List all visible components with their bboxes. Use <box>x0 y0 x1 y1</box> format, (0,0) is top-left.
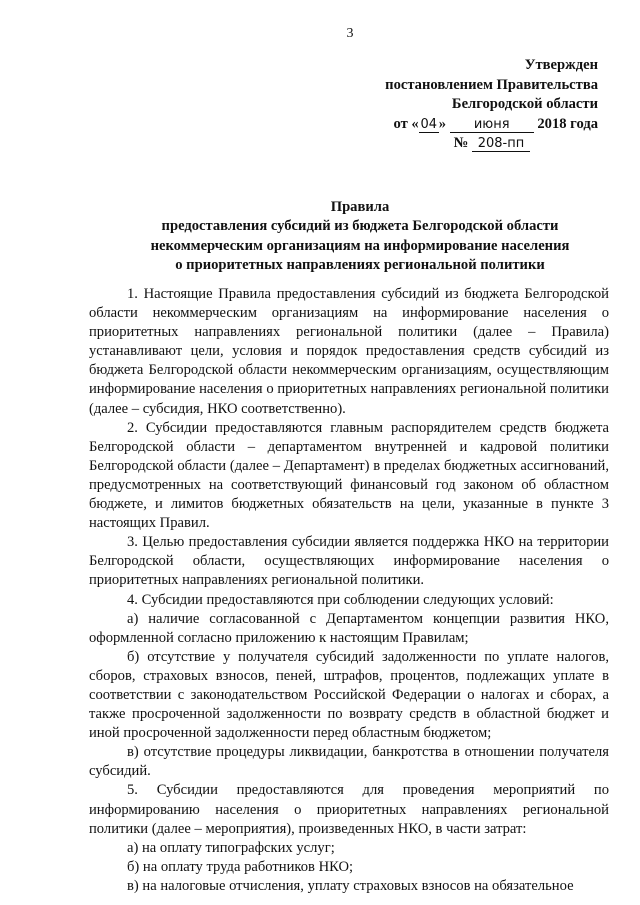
approval-line-3: Белгородской области <box>451 96 598 112</box>
date-month: июня <box>450 118 534 133</box>
paragraph-2: 2. Субсидии предоставляются главным распорядителем средств бюджета Белгородской области – департаментом внутренней и кадровой политики Белгородской области (далее – Департамент) в пределах бюджетных ассигнований, предусмотренных на соответствующий финансовый год законом об областном бюджете, и лимитов бюджетных обязательств на цели, указанные в пункте 3 настоящих Правил. <box>89 419 609 532</box>
title-line-1: Правила <box>330 199 390 215</box>
approval-stamp <box>358 56 598 154</box>
approval-line-1: Утвержден <box>524 57 598 73</box>
approval-date <box>358 115 598 135</box>
paragraph-5: 5. Субсидии предоставляются для проведения мероприятий по информированию населения о приоритетных направлениях региональной политики (далее – мероприятия), произведенных НКО, в части затрат: <box>89 782 609 837</box>
date-year: 2018 года <box>537 115 598 132</box>
document-title <box>90 198 630 276</box>
title-line-3: некоммерческим организациям на информирование населения <box>150 237 570 254</box>
paragraph-4b: б) отсутствие у получателя субсидий задолженности по уплате налогов, сборов, страховых взносов, пеней, штрафов, процентов, подлежащих уплате в соответствии с законодательством Российской Федерации о налогах и сборах, а также просроченной задолженности по возврату средств в областной бюджет и иной просроченной задолженности перед областным бюджетом; <box>89 648 609 742</box>
title-line-4: о приоритетных направлениях региональной политики <box>175 257 545 274</box>
paragraph-4a: а) наличие согласованной с Департаментом концепции развития НКО, оформленной согласно приложению к настоящим Правилам; <box>89 610 609 646</box>
title-line-2: предоставления субсидий из бюджета Белгородской области <box>161 218 559 235</box>
approval-line-2: постановлением Правительства <box>385 76 598 93</box>
paragraph-5b: б) на оплату труда работников НКО; <box>127 858 354 875</box>
paragraph-4c: в) отсутствие процедуры ликвидации, банкротства в отношении получателя субсидий. <box>89 744 609 780</box>
paragraph-5c: в) на налоговые отчисления, уплату страховых взносов на обязательное <box>127 877 574 894</box>
paragraph-4: 4. Субсидии предоставляются при соблюдении следующих условий: <box>127 591 554 608</box>
page-number: 3 <box>346 26 354 41</box>
document-body <box>89 285 609 896</box>
paragraph-1: 1. Настоящие Правила предоставления субсидий из бюджета Белгородской области некоммерческим организациям на информирование населения о приоритетных направлениях региональной политики (далее – Правила) устанавливают цели, условия и порядок предоставления средств субсидий из бюджета Белгородской области некоммерческим организациям, осуществляющим информирование населения о приоритетных направлениях региональной политики (далее – субсидия, НКО соответственно). <box>89 286 609 417</box>
approval-number <box>358 134 598 154</box>
date-day: 04 <box>420 116 437 132</box>
number-value: 208-пп <box>472 137 530 152</box>
paragraph-3: 3. Целью предоставления субсидии является поддержка НКО на территории Белгородской области, осуществляющих информирование населения о приоритетных направлениях региональной политики. <box>89 534 609 589</box>
date-close: » <box>438 115 447 132</box>
date-prefix: от « <box>393 115 419 132</box>
paragraph-5a: а) на оплату типографских услуг; <box>127 839 335 856</box>
number-prefix: № <box>453 135 469 151</box>
